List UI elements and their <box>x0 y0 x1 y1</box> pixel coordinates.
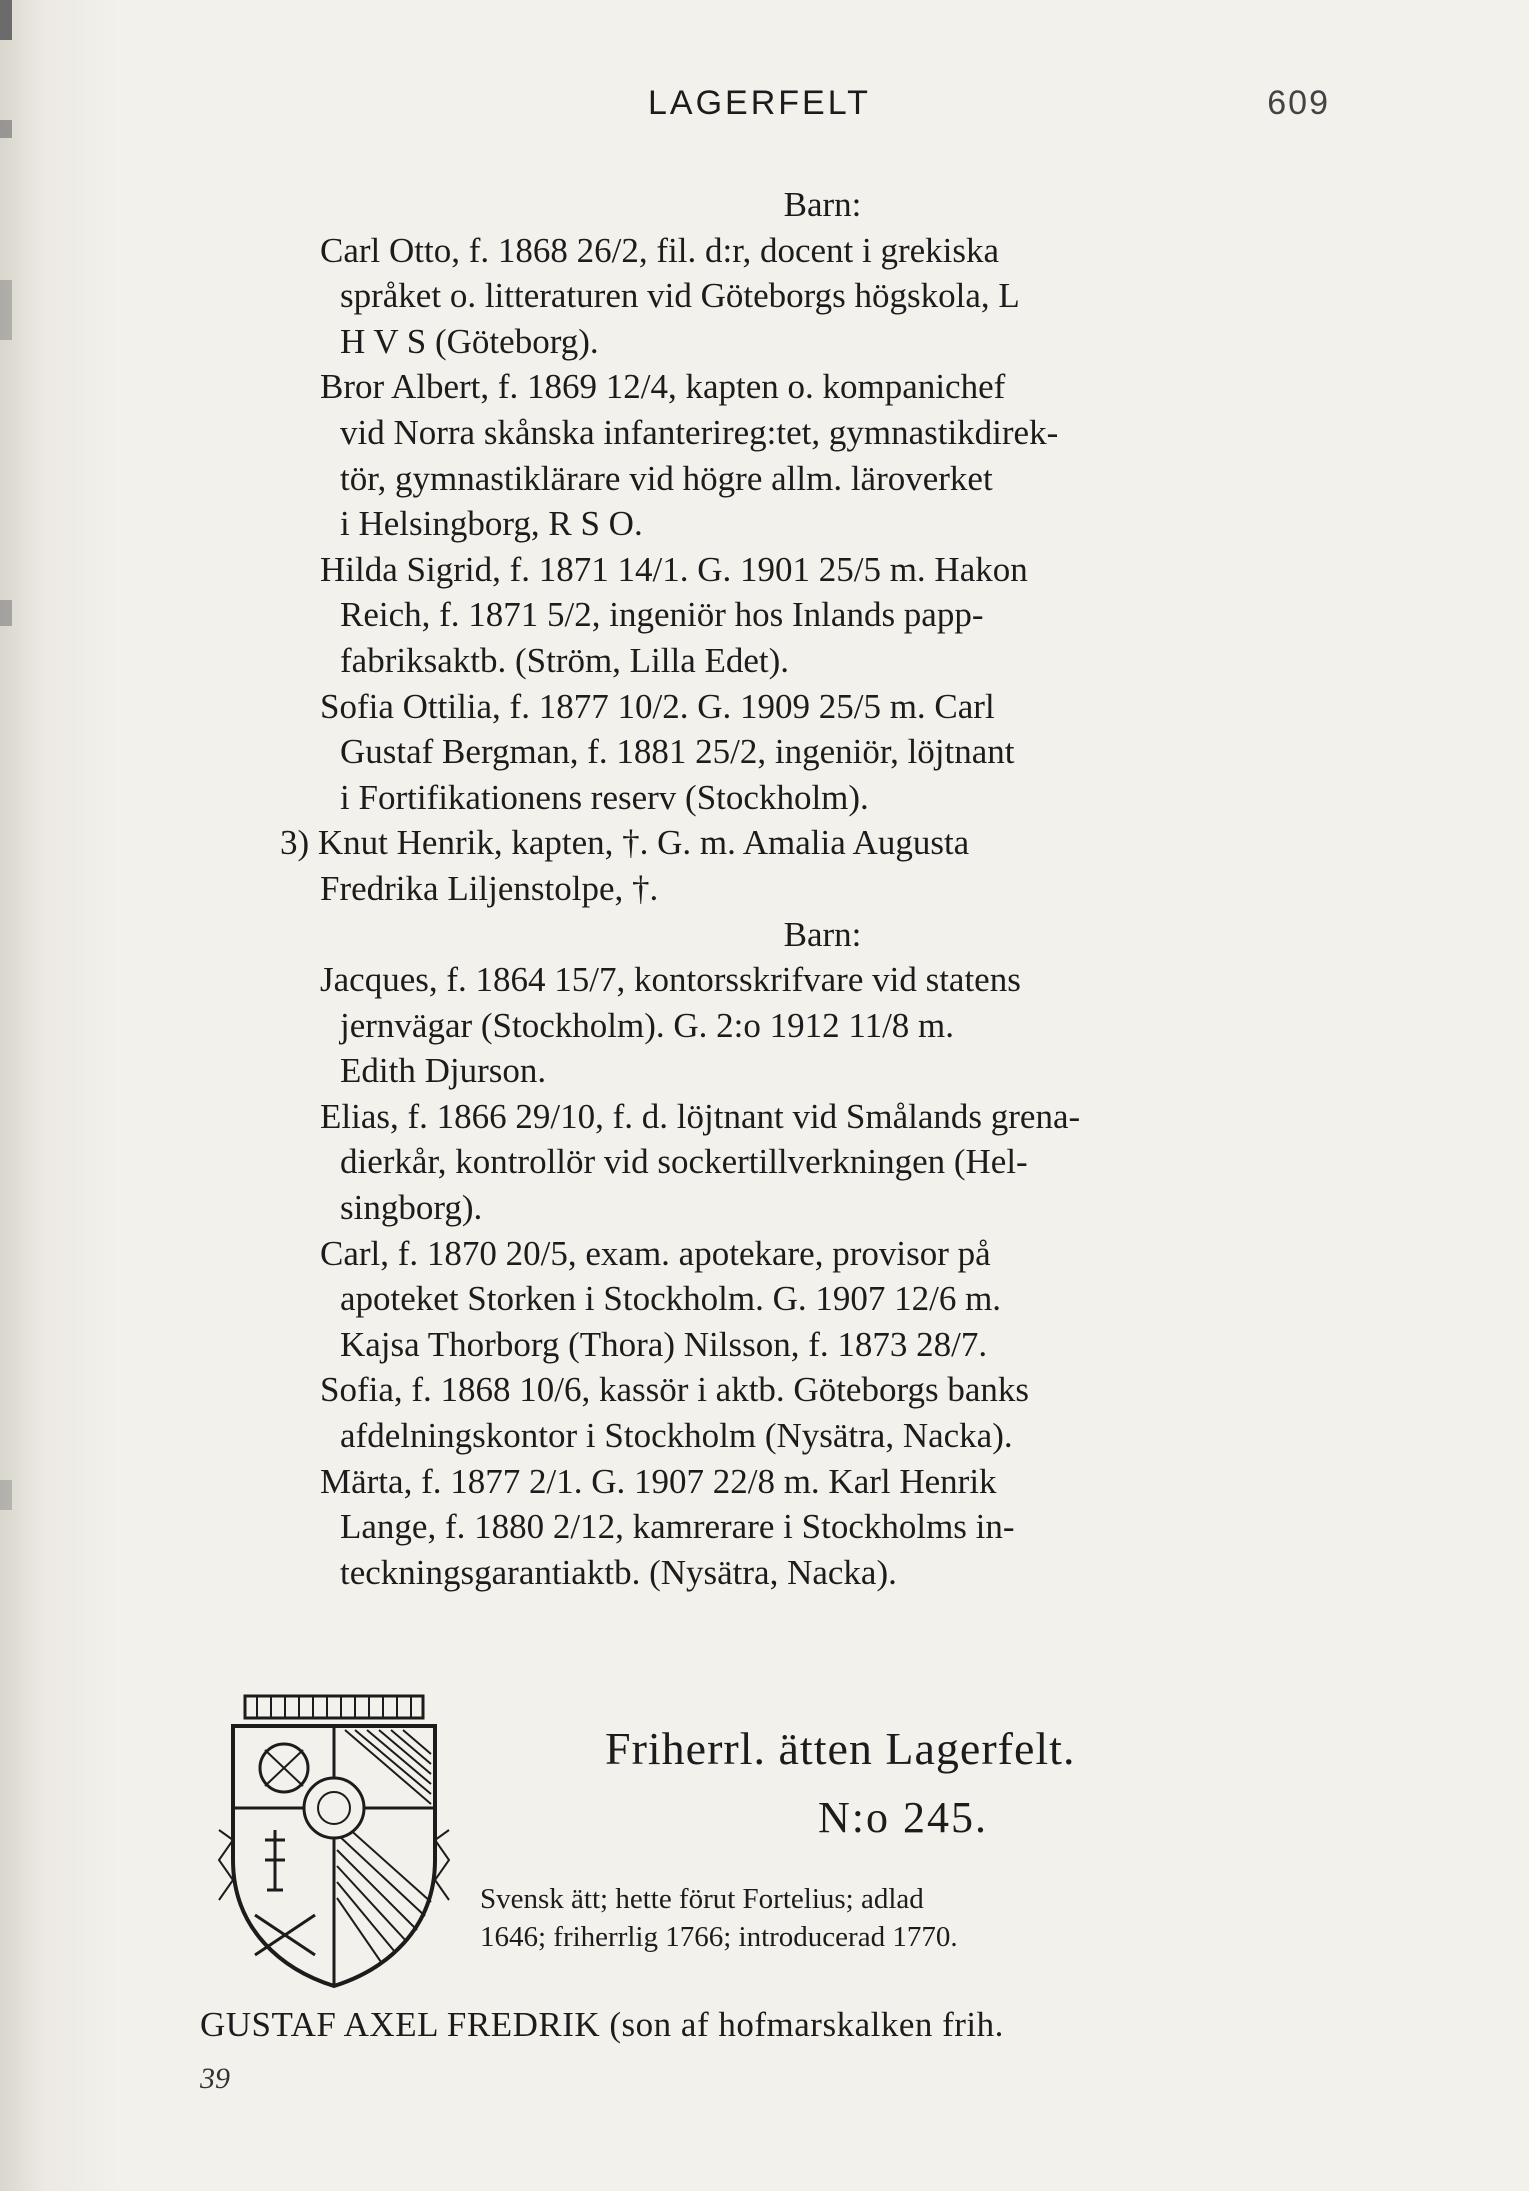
text-line: dierkår, kontrollör vid sockertillverkningen (Hel- <box>340 1142 1028 1182</box>
text-line: Reich, f. 1871 5/2, ingeniör hos Inlands papp- <box>340 595 984 635</box>
running-title: LAGERFELT <box>648 84 871 122</box>
text-line: språket o. litteraturen vid Göteborgs högskola, L <box>340 276 1020 316</box>
text-line: i Fortifikationens reserv (Stockholm). <box>340 777 869 817</box>
text-line-numbered: 3) Knut Henrik, kapten, †. G. m. Amalia Augusta <box>280 823 970 863</box>
section-note <box>480 1880 1330 1956</box>
text-line: Sofia, f. 1868 10/6, kassör i aktb. Göteborgs banks <box>320 1370 1030 1410</box>
text-line: Lange, f. 1880 2/12, kamrerare i Stockholms in- <box>340 1507 1015 1547</box>
text-line: Barn: <box>783 914 862 954</box>
section-note-line: 1646; friherrlig 1766; introducerad 1770. <box>480 1921 958 1953</box>
text-line: Gustaf Bergman, f. 1881 25/2, ingeniör, löjtnant <box>340 732 1015 772</box>
text-line: apoteket Storken i Stockholm. G. 1907 12/6 m. <box>340 1279 1002 1319</box>
spine-mark <box>0 120 12 138</box>
spine-mark <box>0 600 12 626</box>
coat-of-arms-icon <box>205 1690 463 1990</box>
text-line: fabriksaktb. (Ström, Lilla Edet). <box>340 640 790 680</box>
text-line: Bror Albert, f. 1869 12/4, kapten o. kompanichef <box>320 367 1006 407</box>
text-line: teckningsgarantiaktb. (Nysätra, Nacka). <box>340 1552 897 1592</box>
text-line: vid Norra skånska infanterireg:tet, gymnastikdirek- <box>340 412 1059 452</box>
section-title: Friherrl. ätten Lagerfelt. <box>605 1723 1076 1774</box>
text-line: Elias, f. 1866 29/10, f. d. löjtnant vid Smålands grena- <box>320 1096 1081 1136</box>
text-line: Barn: <box>783 185 862 224</box>
text-line: i Helsingborg, R S O. <box>340 504 643 544</box>
text-line: H V S (Göteborg). <box>340 321 599 361</box>
text-line: Carl, f. 1870 20/5, exam. apotekare, provisor på <box>320 1233 991 1273</box>
spine-mark <box>0 0 12 40</box>
page-number: 609 <box>1267 84 1330 122</box>
page-header <box>200 84 1330 134</box>
text-line: Edith Djurson. <box>340 1051 547 1091</box>
text-line: Märta, f. 1877 2/1. G. 1907 22/8 m. Karl Henrik <box>320 1461 997 1501</box>
genealogy-text <box>280 182 1325 1595</box>
footer-line: GUSTAF AXEL FREDRIK (son af hofmarskalken frih. <box>200 2005 1004 2044</box>
text-line: Jacques, f. 1864 15/7, kontorsskrifvare vid statens <box>320 960 1021 1000</box>
text-line: afdelningskontor i Stockholm (Nysätra, Nacka). <box>340 1416 1013 1456</box>
spine-mark <box>0 1480 12 1510</box>
spine-mark <box>0 280 12 340</box>
text-line: Carl Otto, f. 1868 26/2, fil. d:r, docent i grekiska <box>320 230 1000 270</box>
signature-mark: 39 <box>200 2062 230 2095</box>
text-line: jernvägar (Stockholm). G. 2:o 1912 11/8 m. <box>340 1005 955 1045</box>
text-line: Fredrika Liljenstolpe, †. <box>320 868 659 908</box>
text-line: Sofia Ottilia, f. 1877 10/2. G. 1909 25/5 m. Carl <box>320 686 995 726</box>
text-line: Hilda Sigrid, f. 1871 14/1. G. 1901 25/5 m. Hakon <box>320 549 1028 589</box>
text-line: Kajsa Thorborg (Thora) Nilsson, f. 1873 28/7. <box>340 1324 988 1364</box>
section-note-line: Svensk ätt; hette förut Fortelius; adlad <box>480 1883 924 1915</box>
text-line: singborg). <box>340 1188 483 1228</box>
text-line: tör, gymnastiklärare vid högre allm. läroverket <box>340 458 993 498</box>
page-spine-shadow <box>0 0 120 2191</box>
section-number: N:o 245. <box>818 1793 988 1842</box>
